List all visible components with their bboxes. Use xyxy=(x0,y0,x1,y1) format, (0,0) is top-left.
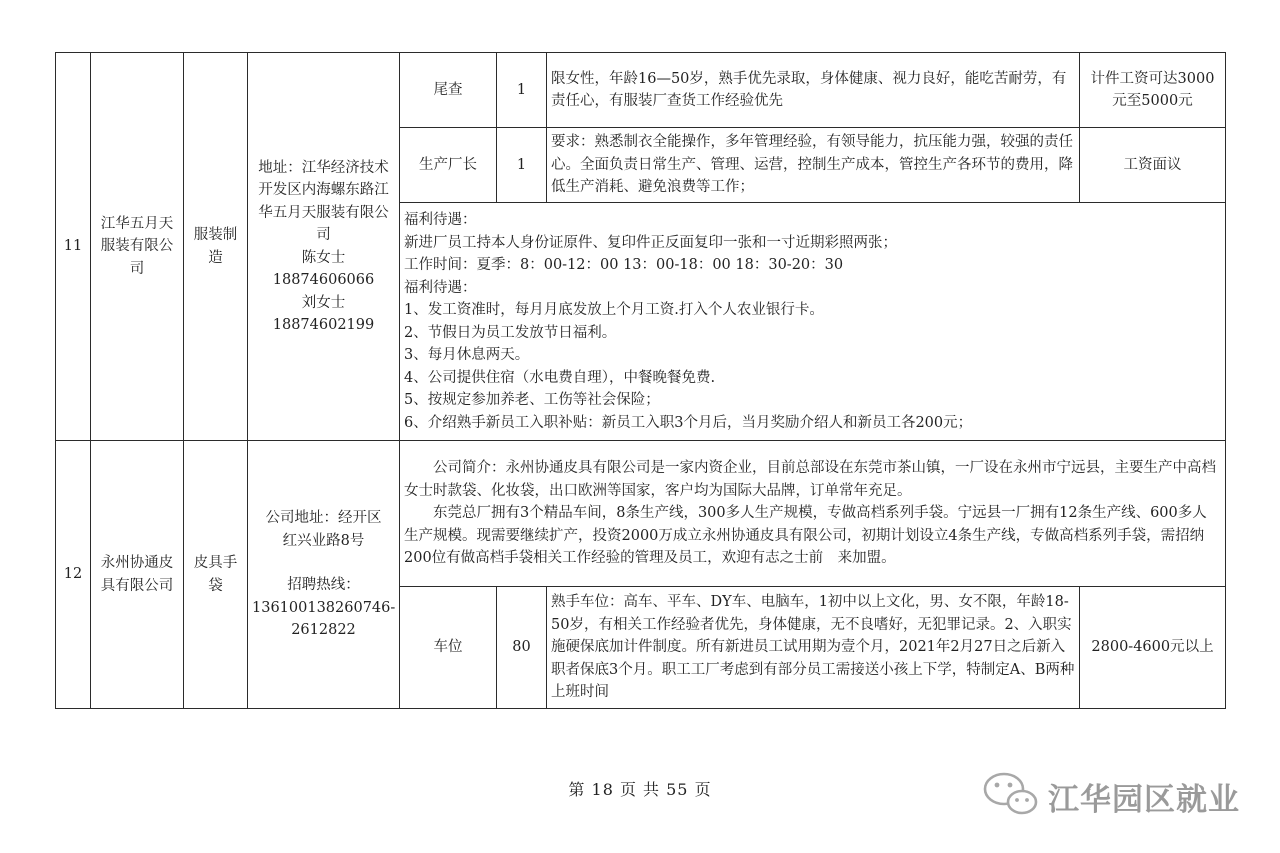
industry: 皮具手袋 xyxy=(184,441,248,709)
company-intro xyxy=(400,441,1226,587)
contact-name: 刘女士 xyxy=(301,294,346,311)
position-salary: 工资面议 xyxy=(1080,128,1226,203)
address: 地址：江华经济技术开发区内海螺东路江华五月天服装有限公司 xyxy=(258,159,389,243)
hotline-number: 136100138260746- xyxy=(252,599,396,616)
intro-paragraph: 公司简介：永州协通皮具有限公司是一家内资企业，目前总部设在东莞市茶山镇，一厂设在永州市宁远县，主要生产中高档女士时款袋、化妆袋，出口欧洲等国家，客户均为国际大品牌，订单常年充足。 xyxy=(404,460,1216,499)
address: 红兴业路8号 xyxy=(282,532,365,549)
benefit-line: 福利待遇： xyxy=(404,212,477,228)
position-count: 1 xyxy=(497,53,547,128)
contact-name: 陈女士 xyxy=(301,249,346,266)
benefit-line: 4、公司提供住宿（水电费自理），中餐晚餐免费. xyxy=(404,369,716,386)
benefit-line: 新进厂员工持本人身份证原件、复印件正反面复印一张和一寸近期彩照两张； xyxy=(404,234,897,251)
position-title: 车位 xyxy=(400,587,497,709)
row-number: 12 xyxy=(56,441,91,709)
benefit-line: 2、节假日为员工发放节日福利。 xyxy=(404,324,617,341)
contact-info xyxy=(248,53,400,441)
position-salary: 2800-4600元以上 xyxy=(1080,587,1226,709)
page-number: 第 18 页 共 55 页 xyxy=(568,780,712,799)
benefits-block xyxy=(400,203,1226,441)
recruitment-table xyxy=(55,52,1226,709)
contact-phone: 18874606066 xyxy=(272,272,375,288)
hotline-label: 招聘热线： xyxy=(287,577,360,594)
contact-info xyxy=(248,441,400,709)
table-row xyxy=(56,441,1226,587)
watermark-text: 江华园区就业 xyxy=(1048,781,1240,818)
industry: 服装制造 xyxy=(184,53,248,441)
position-requirement: 熟手车位：高车、平车、DY车、电脑车，1初中以上文化，男、女不限，年龄18-50岁，有相关工作经验者优先，身体健康，无不良嗜好，无犯罪记录。2、入职实施硬保底加计件制度。所有新进员工试用期为壹个月，2021年2月27日之后新入职者保底3个月。职工工厂考虑到有部分员工需接送小孩上下学，特制定A、B两种上班时间 xyxy=(547,587,1080,709)
position-title: 生产厂长 xyxy=(400,128,497,203)
row-number: 11 xyxy=(56,53,91,441)
benefit-line: 5、按规定参加养老、工伤等社会保险； xyxy=(404,392,660,408)
wechat-icon xyxy=(982,769,1040,823)
company-name: 江华五月天服装有限公司 xyxy=(91,53,184,441)
benefit-line: 3、每月休息两天。 xyxy=(404,347,530,363)
table-row xyxy=(56,53,1226,128)
position-salary: 计件工资可达3000元至5000元 xyxy=(1080,53,1226,128)
position-requirement: 要求：熟悉制衣全能操作，多年管理经验，有领导能力，抗压能力强，较强的责任心。全面负责日常生产、管理、运营，控制生产成本，管控生产各环节的费用，降低生产消耗、避免浪费等工作； xyxy=(547,128,1080,203)
contact-phone: 18874602199 xyxy=(272,317,375,333)
position-requirement: 限女性，年龄16—50岁，熟手优先录取，身体健康、视力良好，能吃苦耐劳，有责任心，有服装厂查货工作经验优先 xyxy=(547,53,1080,128)
position-count: 80 xyxy=(497,587,547,709)
position-title: 尾查 xyxy=(400,53,497,128)
hotline-number: 2612822 xyxy=(291,622,356,639)
position-count: 1 xyxy=(497,128,547,203)
address: 公司地址：经开区 xyxy=(265,510,382,527)
benefit-line: 6、介绍熟手新员工入职补贴：新员工入职3个月后，当月奖励介绍人和新员工各200元； xyxy=(404,414,973,431)
benefit-line: 福利待遇： xyxy=(404,279,477,296)
company-name: 永州协通皮具有限公司 xyxy=(91,441,184,709)
benefit-line: 工作时间：夏季：8：00-12：00 13：00-18：00 18：30-20：30 xyxy=(404,257,844,273)
watermark xyxy=(982,768,1240,824)
benefit-line: 1、发工资准时，每月月底发放上个月工资.打入个人农业银行卡。 xyxy=(404,302,824,318)
intro-paragraph: 东莞总厂拥有3个精品车间，8条生产线，300多人生产规模，专做高档系列手袋。宁远县一厂拥有12条生产线、600多人生产规模。现需要继续扩产，投资2000万成立永州协通皮具有限公司，初期计划设立4条生产线，专做高档系列手袋，需招纳200位有做高档手袋相关工作经验的管理及员工，欢迎有志之士前 来加盟。 xyxy=(404,505,1207,567)
